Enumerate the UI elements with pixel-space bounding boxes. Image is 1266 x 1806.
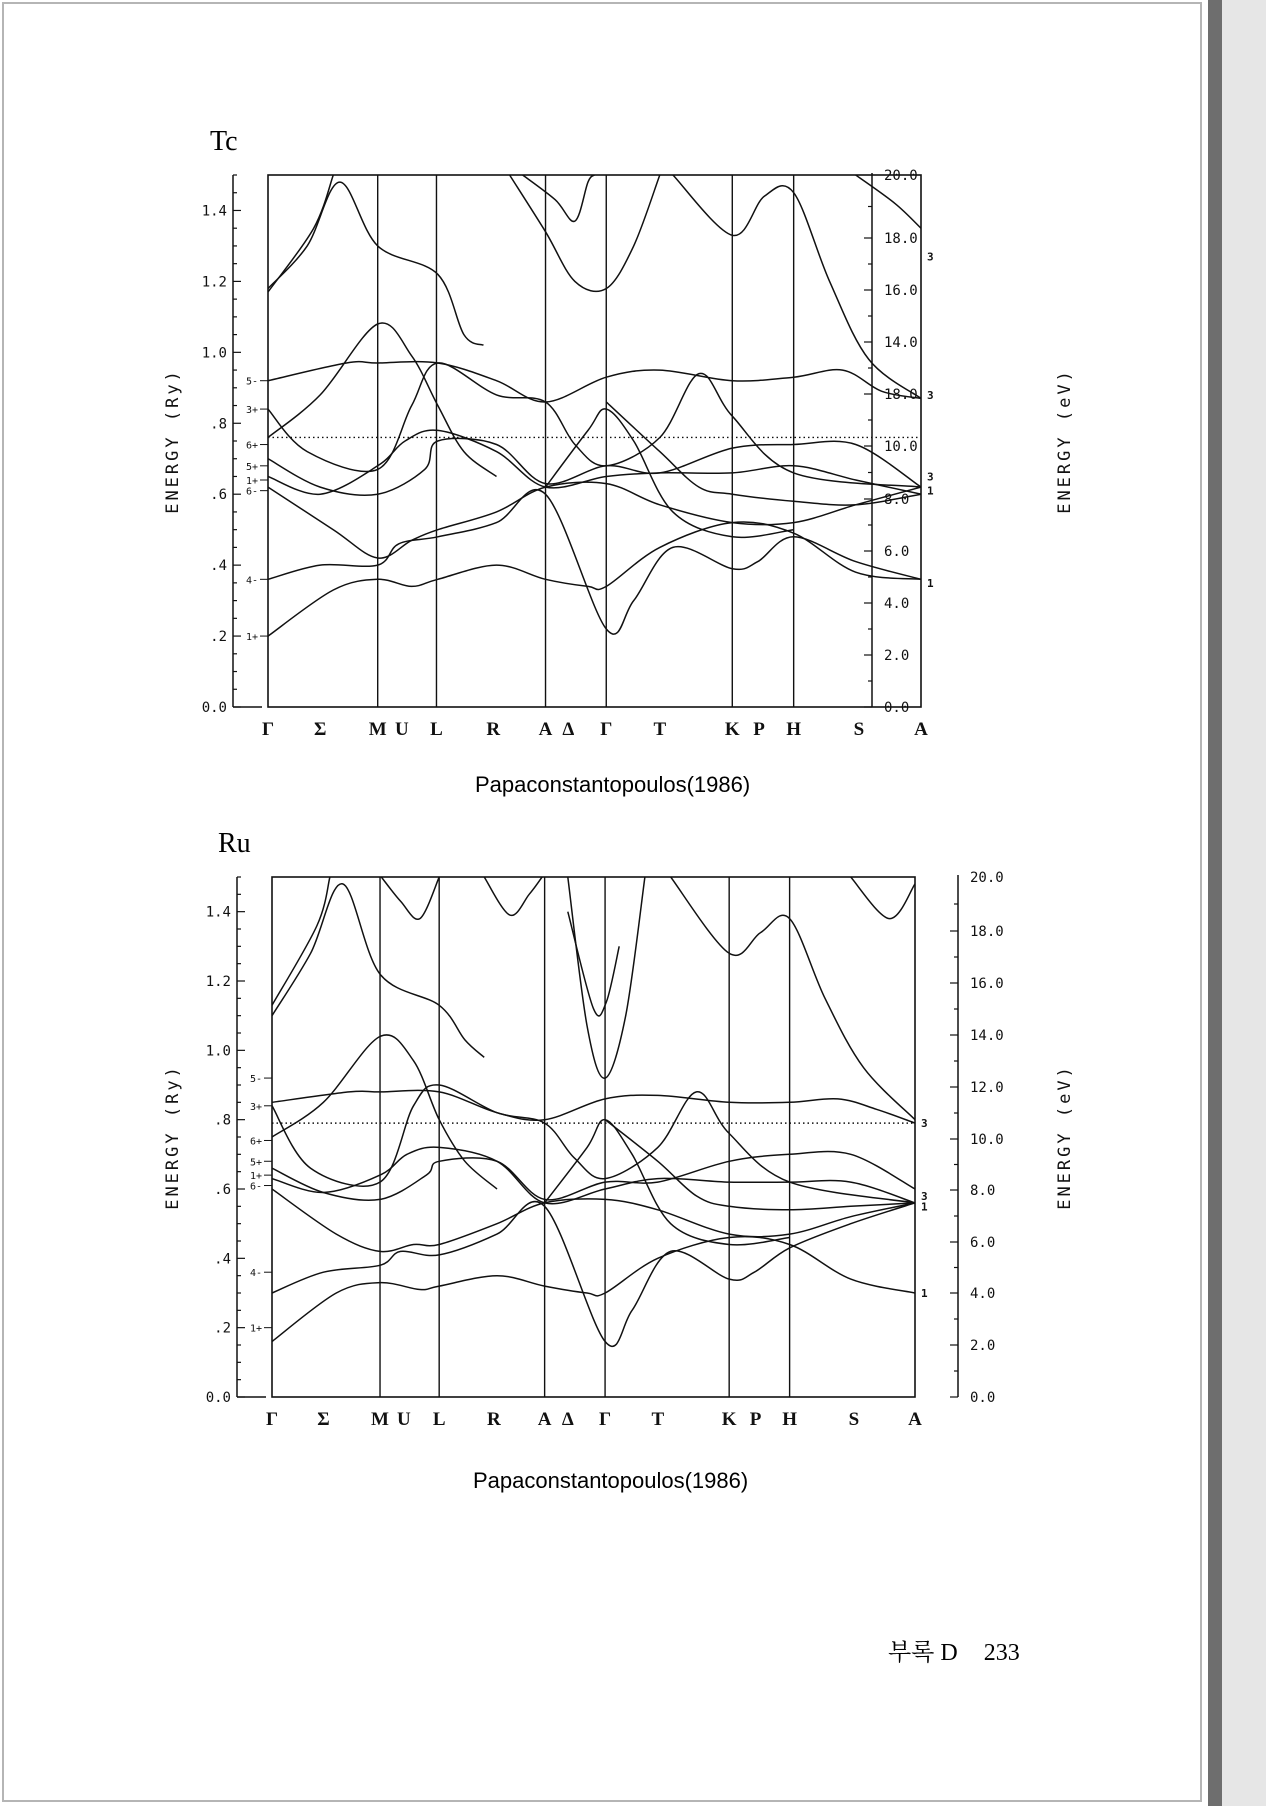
gamma-irrep-label: 4- [245,575,258,587]
ev-tick-label: 8.0 [970,1183,996,1199]
caption-tc: Papaconstantopoulos(1986) [475,772,751,797]
ev-tick-label: 0.0 [970,1390,996,1406]
ev-tick-label: 0.0 [884,700,910,716]
band-curve [568,877,645,1078]
ry-tick-label: 0.0 [201,700,227,716]
a-irrep-label: 3 [927,470,934,484]
gamma-irrep-label: 5+ [249,1157,262,1169]
ev-tick-label: 16.0 [884,283,918,299]
k-point-label: Γ [261,719,275,740]
bands-group [268,175,921,636]
ry-tick-label: .2 [210,629,227,646]
k-point-label: T [653,719,667,740]
band-curve [268,175,333,292]
ry-tick-label: .4 [210,558,227,575]
ev-tick-label: 8.0 [884,492,910,508]
a-irrep-label: 1 [921,1287,928,1300]
ev-tick-label: 4.0 [884,596,910,612]
band-curve [272,1035,497,1189]
ev-tick-label: 14.0 [970,1028,1004,1044]
bands-group [272,877,915,1346]
a-irrep-label: 3 [927,388,934,402]
ry-tick-label: 1.0 [201,345,227,362]
k-point-label: A [538,719,553,740]
ev-tick-label: 18.0 [884,231,918,247]
ry-tick-label: 1.0 [205,1043,231,1060]
ev-tick-label: 18.0 [970,924,1004,940]
k-point-label: R [486,719,501,740]
ry-tick-label: .6 [214,1182,231,1198]
band-curve [268,182,484,345]
band-curve [272,1090,915,1123]
gamma-irrep-label: 1+ [249,1171,262,1183]
a-irrep-label: 1 [927,484,934,498]
k-point-label: A [908,1409,922,1430]
band-curve [272,1237,915,1342]
band-curve [272,1189,915,1252]
ev-tick-label: 2.0 [970,1338,996,1354]
k-point-label: K [724,719,740,740]
k-point-label: Σ [317,1409,330,1430]
k-point-label: Δ [561,1409,574,1430]
band-curve [268,490,921,635]
band-curve [272,884,484,1058]
k-point-label: Δ [562,719,575,740]
gamma-irrep-label: 1+ [249,1323,262,1335]
band-curve [484,877,542,915]
ev-tick-label: 20.0 [970,870,1004,886]
k-point-label: M [368,719,387,740]
band-curve [671,877,915,1120]
k-point-label: S [853,719,865,740]
k-point-label: P [753,719,765,740]
gamma-irrep-label: 6- [249,1181,262,1193]
ry-tick-label: 0.0 [205,1390,231,1406]
ev-tick-label: 16.0 [970,976,1004,992]
ev-tick-label: 2.0 [884,648,910,664]
ry-tick-label: 1.2 [201,274,227,291]
ry-tick-label: .8 [210,416,227,433]
k-point-label: Γ [265,1409,279,1430]
panel-title-ru: Ru [218,828,251,859]
ev-tick-label: 10.0 [884,439,918,455]
y-axis-label-right: ENERGY (eV) [1055,1064,1075,1210]
gamma-irrep-label: 6+ [245,440,258,452]
ry-tick-label: 1.2 [205,974,231,990]
band-curve [268,323,497,477]
band-structure-tc [0,150,1208,790]
band-curve [268,438,921,495]
ry-tick-label: .2 [214,1320,231,1337]
band-curve [381,877,439,919]
y-axis-label-left: ENERGY (Ry) [163,368,183,514]
ry-tick-label: 1.4 [201,203,227,220]
k-point-label: R [486,1409,501,1430]
y-axis-label-right: ENERGY (eV) [1055,368,1075,514]
k-point-label: A [914,719,928,740]
k-point-label: U [394,719,409,740]
k-point-label: K [721,1409,737,1430]
band-curve [568,912,619,1016]
k-point-label: Γ [600,719,613,740]
ev-tick-label: 14.0 [884,335,918,351]
k-point-label: Γ [599,1409,612,1430]
a-irrep-label: 1 [921,1200,928,1214]
y-axis-label-left: ENERGY (Ry) [163,1064,183,1210]
plot-frame [268,175,921,707]
band-structure-ru [0,852,1208,1492]
ev-tick-label: 18.0 [884,387,918,403]
a-irrep-label: 1 [927,576,934,590]
appendix-label: 부록 D [888,1640,958,1666]
ev-tick-label: 6.0 [970,1235,996,1251]
gamma-irrep-label: 6- [245,486,258,498]
page-footer [888,1632,1020,1667]
k-point-label: T [651,1409,665,1430]
k-point-label: Σ [314,719,327,740]
band-curve [268,522,921,636]
k-point-label: H [782,1409,798,1430]
ev-tick-label: 10.0 [970,1132,1004,1148]
ry-tick-label: .6 [210,487,227,504]
k-point-label: L [430,719,443,740]
gamma-irrep-label: 5- [249,1074,262,1086]
ev-tick-label: 6.0 [884,544,910,560]
ev-tick-label: 12.0 [970,1080,1004,1096]
caption-ru: Papaconstantopoulos(1986) [473,1468,749,1493]
band-curve [268,362,921,402]
page-number: 233 [983,1640,1020,1666]
ry-tick-label: 1.4 [205,904,231,921]
ry-tick-label: .4 [214,1251,231,1268]
ry-tick-label: .8 [214,1112,231,1129]
gamma-irrep-label: 3+ [249,1101,262,1113]
gamma-irrep-label: 4- [249,1268,262,1280]
k-point-label: A [537,1409,552,1430]
band-curve [272,877,330,1005]
k-point-label: U [396,1409,411,1430]
a-irrep-label: 3 [921,1189,928,1203]
gamma-irrep-label: 1+ [245,476,258,488]
a-irrep-label: 3 [921,1117,928,1131]
k-point-label: M [371,1409,389,1430]
band-curve [268,430,921,494]
k-point-label: H [786,719,802,740]
gamma-irrep-label: 1+ [245,632,258,644]
a-irrep-label: 3 [927,250,934,264]
k-point-label: L [432,1409,446,1430]
k-point-label: S [848,1409,860,1430]
band-curve [851,877,915,919]
gamma-irrep-label: 3+ [245,405,258,417]
gamma-irrep-label: 6+ [249,1136,262,1148]
band-curve [523,175,595,221]
panel-title-tc: Tc [210,126,238,157]
k-point-label: P [749,1409,762,1430]
ev-tick-label: 4.0 [970,1286,996,1302]
gamma-irrep-label: 5- [245,376,258,388]
ev-tick-label: 20.0 [884,168,918,184]
gamma-irrep-label: 5+ [245,461,258,473]
band-curve [272,1202,915,1347]
